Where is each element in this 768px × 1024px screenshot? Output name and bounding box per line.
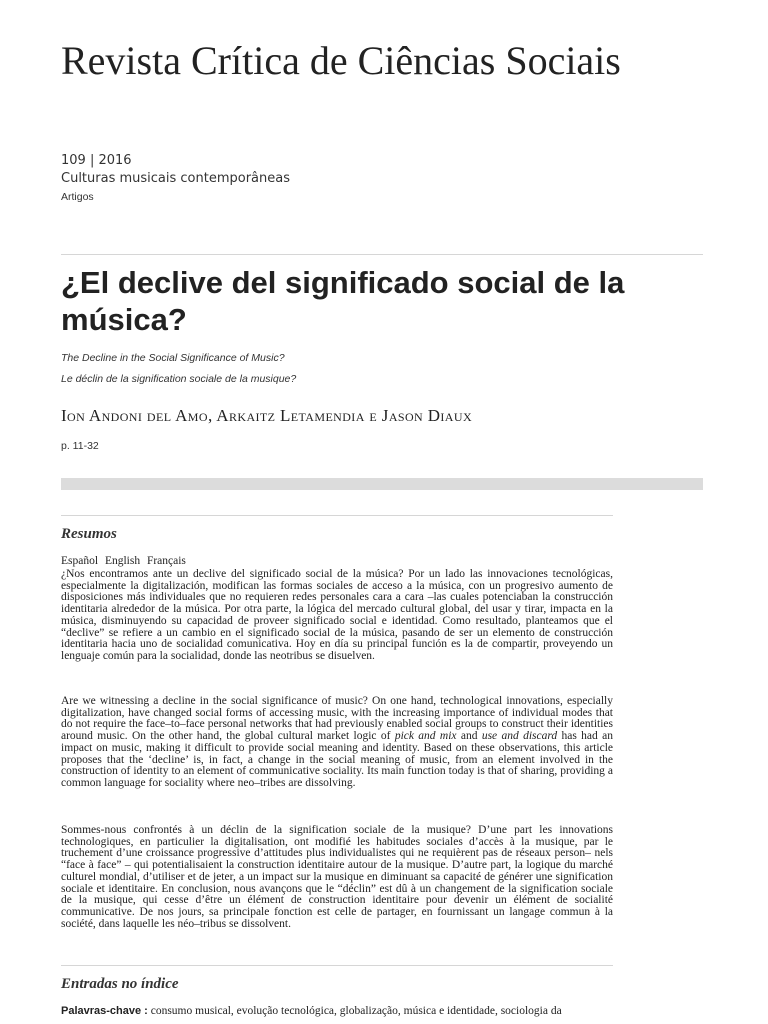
abstract-french: Sommes-nous confrontés à un déclin de la signification sociale de la musique? D’une part les innovations technologiques, en particulier la digitalisation, ont modifié les habitudes sociales d’accès à la musique, par le truchement d’une croissance progressive d’attitudes plus individualistes qui ne requièrent pas de réseaux person– nels “face à face” – qui potentialisaient la construction identitaire autour de la musique. D’autre part, la logique du marché culturel mondial, d’utiliser et de jeter, a un impact sur la musique en diminuant sa capacité de générer une signification sociale et identitaire. En conclusion, nous avançons que le “déclin” est dû à un changement de la signification sociale de la musique, qui cesse d’être un élément de construction identitaire pour devenir un élément de socialité communicative. De nos jours, sa principale fonction est celle de partager, en fournissant un langage commun à la société, dans laquelle les néo–tribus se dissolvent. [61,824,613,930]
issue-number[interactable]: 109 | 2016 [61,153,132,168]
divider [61,254,703,255]
abstract-english-emphasis: pick and mix [394,730,457,743]
index-entries-heading: Entradas no índice [61,976,179,992]
article-title: ¿El declive del significado social de la música? [61,265,625,337]
language-link-spanish[interactable]: Español [61,555,99,567]
abstract-english-text: Are we witnessing a decline in the social significance of music? On one hand, technological innovations, especially digitalization, have changed social forms of accessing music, with the increasing importance of individual modes that do not require the face–to–face personal networks that had previously enabled social groups to construct their identities around music. On the other hand, the global cultural market logic of [61,695,613,743]
article-title-french: Le déclin de la signification sociale de la musique? [61,373,297,385]
journal-title[interactable]: Revista Crítica de Ciências Sociais [61,38,621,83]
divider [61,965,613,966]
issue-theme[interactable]: Culturas musicais contemporâneas [61,171,290,186]
abstract-english-text: has had an impact on music, making it difficult to provide social meaning and identity. Based on these observations, this article proposes that the ‘decline’ is, in fact, a change in the social meaning of music, from an element involved in the construction of identity to an element of communicative sociality. Its main function today is that of sharing, providing a common language for sociality where neo–tribes are dissolving. [61,730,613,789]
divider [61,515,613,516]
abstract-english [61,696,613,790]
article-authors[interactable]: Ion Andoni del Amo, Arkaitz Letamendia e Jason Diaux [61,406,473,425]
keywords-list[interactable]: consumo musical, evolução tecnológica, globalização, música e identidade, sociologia da [150,1005,562,1017]
keywords-line [61,1005,621,1017]
language-link-french[interactable]: Français [146,555,186,567]
article-title-english: The Decline in the Social Significance of Music? [61,352,285,364]
section-label[interactable]: Artigos [61,191,94,203]
language-link-english[interactable]: English [104,555,141,567]
abstracts-heading: Resumos [61,526,117,542]
page-range: p. 11-32 [61,440,99,452]
abstract-english-text: and [456,730,482,743]
keywords-label: Palavras-chave : [61,1005,148,1017]
abstract-english-emphasis: use and discard [481,730,558,743]
language-switcher [61,555,190,567]
abstract-spanish: ¿Nos encontramos ante un declive del significado social de la música? Por un lado las innovaciones tecnológicas, especialmente la digitalización, modifican las formas sociales de acceso a la música, con un progresivo aumento de disposiciones más individuales que no requieren redes personales cara a cara –las cuales potenciaban la construcción identitaria alrededor de la música. Por otra parte, la lógica del mercado cultural global, del usar y tirar, impacta en la música, disminuyendo su capacidad de proveer significado social e identidad. Como resultado, planteamos que el “declive” se refiere a un cambio en el significado social de la música, pasando de ser un elemento de construcción identitaria hacia uno de socialidad comunicativa. Hoy en día su principal función es la de compartir, proveyendo un lenguaje común para la socialidad, donde las neotribus se disuelven. [61,568,613,662]
toolbar-bar [61,478,703,490]
